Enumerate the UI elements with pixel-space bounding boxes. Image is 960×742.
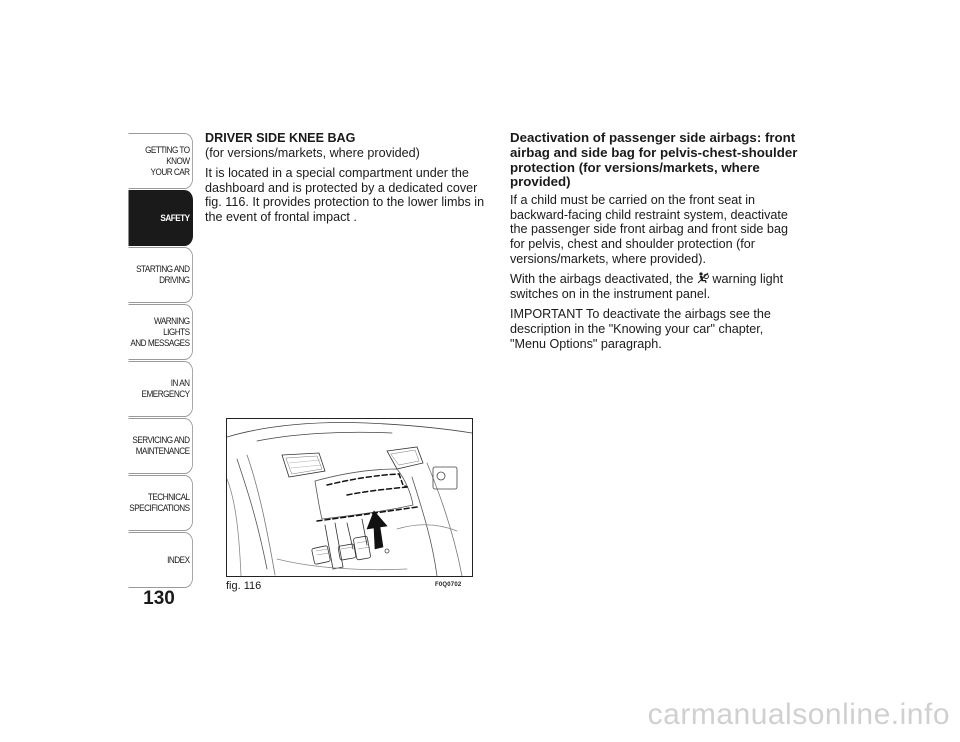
left-column: [205, 131, 490, 231]
knee-bag-description: It is located in a special compartment under the dashboard and is protected by a dedicated cover fig. 116. It provides protection to the lower limbs in the event of frontal impact .: [205, 166, 485, 224]
tab-safety[interactable]: SAFETY: [129, 190, 194, 246]
tab-getting-to-know-your-car[interactable]: GETTING TO KNOW YOUR CAR: [129, 133, 194, 189]
right-column: [510, 131, 800, 357]
watermark: carmanualsonline.info: [647, 698, 950, 731]
tab-index[interactable]: INDEX: [129, 532, 194, 588]
section-heading-deactivation: Deactivation of passenger side airbags: front airbag and side bag for pelvis-chest-shoulder protection (for versions/markets, where provided): [510, 130, 798, 190]
figure-caption: fig. 116: [226, 580, 262, 592]
figure-code: F0Q0702: [435, 582, 462, 588]
warning-text-before: With the airbags deactivated, the: [510, 272, 694, 287]
tab-technical-specifications[interactable]: TECHNICAL SPECIFICATIONS: [129, 475, 194, 531]
section-subheading: (for versions/markets, where provided): [205, 145, 420, 160]
section-heading-knee-bag: DRIVER SIDE KNEE BAG: [205, 131, 356, 145]
tab-warning-lights-and-messages[interactable]: WARNING LIGHTS AND MESSAGES: [129, 304, 194, 360]
tab-servicing-and-maintenance[interactable]: SERVICING AND MAINTENANCE: [129, 418, 194, 474]
tab-in-an-emergency[interactable]: IN AN EMERGENCY: [129, 361, 194, 417]
airbag-off-icon: [697, 272, 709, 284]
warning-text-after: warning light switches on in the instrument panel.: [510, 272, 784, 301]
page-number: 130: [143, 588, 175, 609]
driver-footwell-knee-bag-illustration: [227, 419, 472, 576]
figure-116: [226, 418, 473, 577]
child-seat-paragraph: If a child must be carried on the front seat in backward-facing child restraint system, deactivate the passenger side front airbag and front side bag for pelvis, chest and shoulder protection (for versions/markets, where provided).: [510, 193, 788, 266]
important-paragraph: IMPORTANT To deactivate the airbags see the description in the "Knowing your car" chapter, "Menu Options" paragraph.: [510, 307, 771, 351]
warning-light-paragraph: [510, 272, 800, 301]
tab-starting-and-driving[interactable]: STARTING AND DRIVING: [129, 247, 194, 303]
